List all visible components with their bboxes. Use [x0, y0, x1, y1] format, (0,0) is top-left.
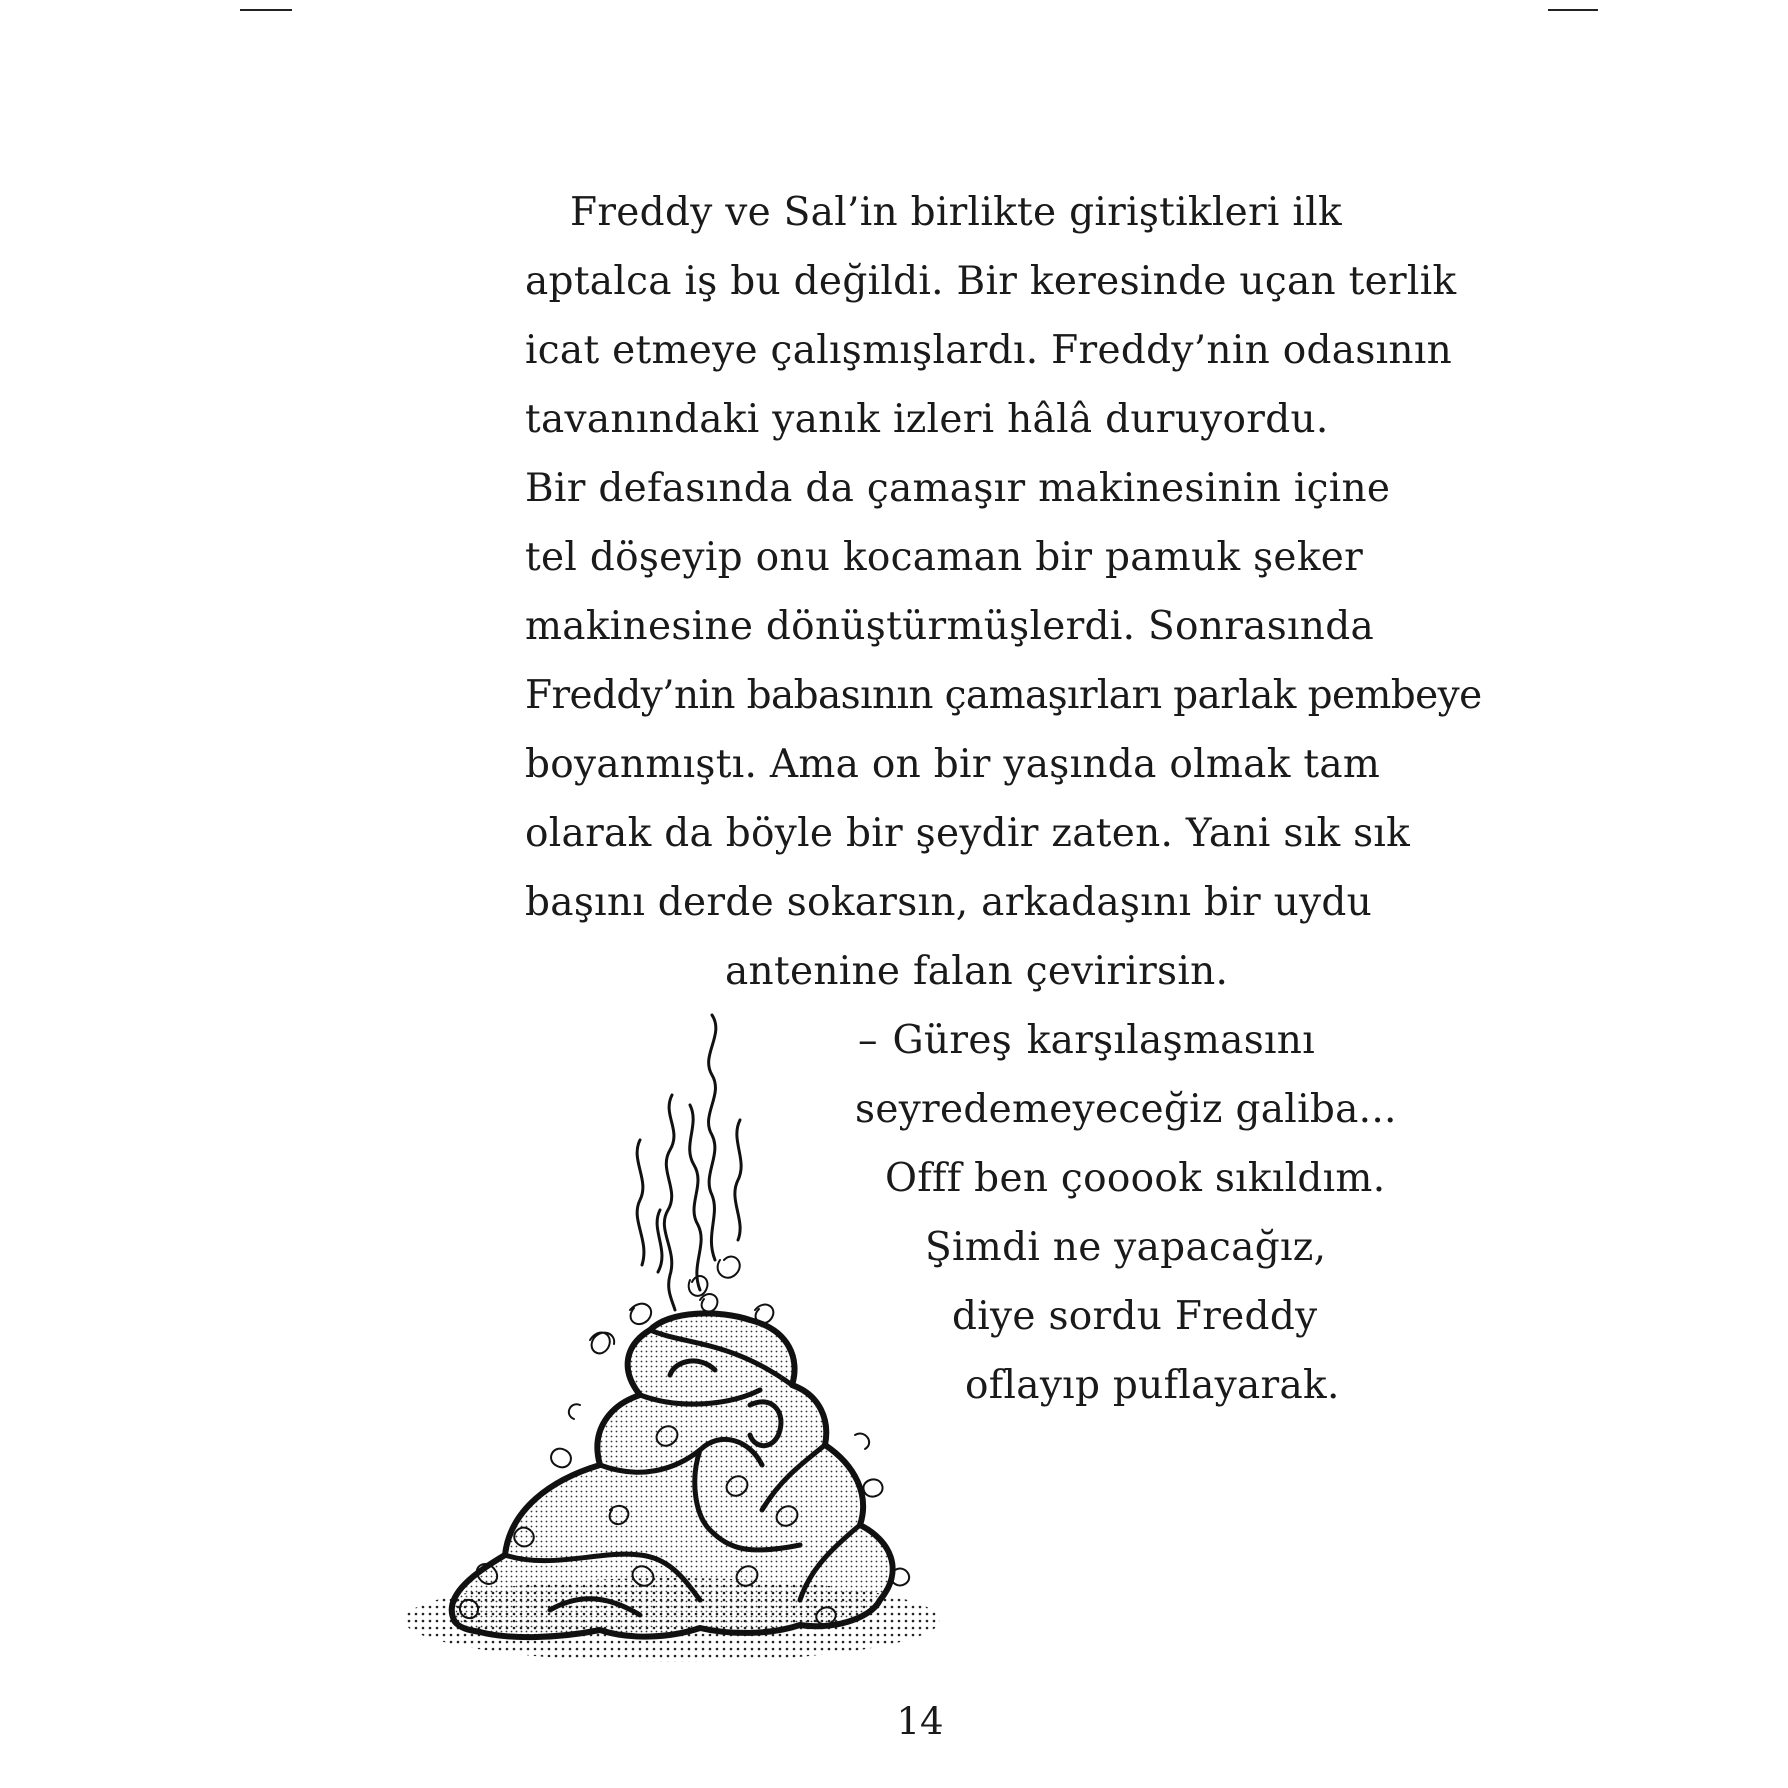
crop-mark-left [240, 9, 292, 11]
paragraph1-line: Bir defasında da çamaşır makinesinin içine [525, 466, 1391, 511]
paragraph1-line: Freddy’nin babasının çamaşırları parlak pembeye [525, 673, 1482, 718]
paragraph1-line: tavanındaki yanık izleri hâlâ duruyordu. [525, 397, 1329, 442]
paragraph2-line: diye sordu Freddy [952, 1294, 1318, 1339]
smoking-pile-illustration [400, 1010, 945, 1680]
paragraph2-line: seyredemeyeceğiz galiba... [855, 1087, 1397, 1132]
paragraph1-line: başını derde sokarsın, arkadaşını bir uydu [525, 880, 1373, 925]
crop-mark-right [1548, 9, 1598, 11]
paragraph2-line: Şimdi ne yapacağız, [925, 1225, 1327, 1270]
paragraph1-line: icat etmeye çalışmışlardı. Freddy’nin odasının [525, 328, 1453, 373]
paragraph1-line: boyanmıştı. Ama on bir yaşında olmak tam [525, 742, 1381, 787]
paragraph1-line: Freddy ve Sal’in birlikte giriştikleri ilk [570, 190, 1342, 235]
page-number: 14 [896, 1700, 944, 1743]
paragraph2-line: Offf ben çooook sıkıldım. [885, 1156, 1386, 1201]
paragraph1-line: antenine falan çevirirsin. [725, 949, 1229, 994]
paragraph1-line: olarak da böyle bir şeydir zaten. Yani sık sık [525, 811, 1411, 856]
paragraph1-line: makinesine dönüştürmüşlerdi. Sonrasında [525, 604, 1375, 649]
paragraph2-line: oflayıp puflayarak. [965, 1363, 1340, 1408]
paragraph1-line: tel döşeyip onu kocaman bir pamuk şeker [525, 535, 1364, 580]
paragraph2-line: – Güreş karşılaşmasını [858, 1018, 1315, 1063]
paragraph1-line: aptalca iş bu değildi. Bir keresinde uçan terlik [525, 259, 1457, 304]
